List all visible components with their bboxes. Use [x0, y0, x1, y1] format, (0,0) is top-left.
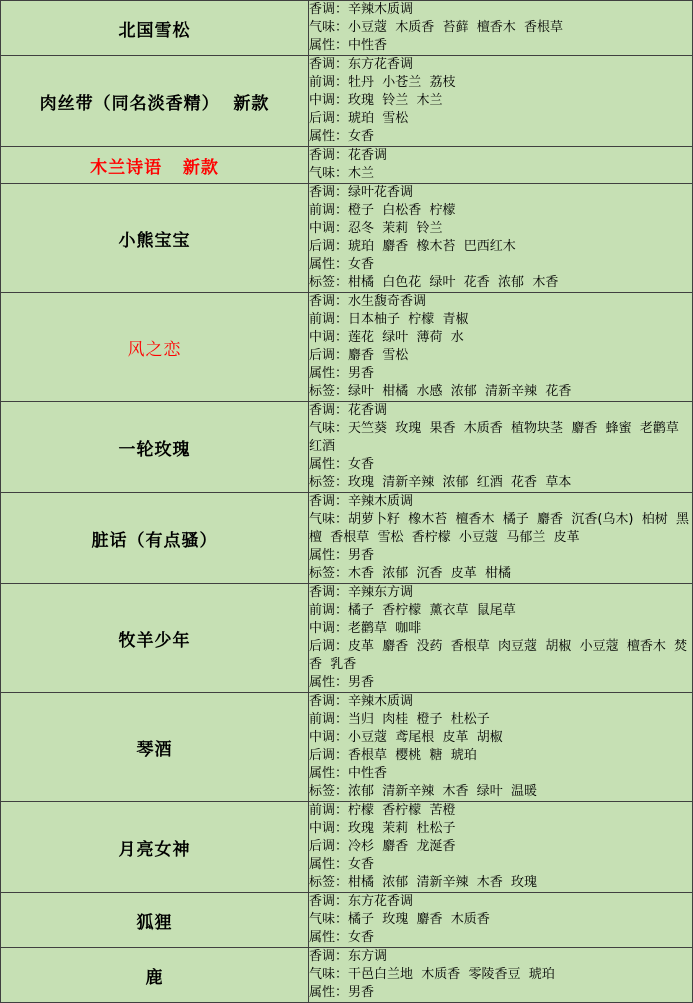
detail-line: 后调：琥珀 雪松: [309, 111, 409, 126]
table-row: [1, 147, 693, 184]
detail-line: 属性：女香: [309, 457, 375, 472]
detail-line: 香调：东方花香调: [309, 894, 414, 909]
table-row: [1, 893, 693, 948]
detail-line: 香调：辛辣东方调: [309, 585, 414, 600]
detail-line: 中调：小豆蔻 鸢尾根 皮革 胡椒: [309, 730, 503, 745]
perfume-details: [309, 147, 693, 184]
detail-line: 中调：老鹳草 咖啡: [309, 621, 422, 636]
perfume-name: 北国雪松: [1, 1, 309, 56]
perfume-name: 小熊宝宝: [1, 184, 309, 293]
table-row: [1, 693, 693, 802]
detail-line: 标签：柑橘 浓郁 清新辛辣 木香 玫瑰: [309, 875, 538, 890]
detail-line: 标签：浓郁 清新辛辣 木香 绿叶 温暖: [309, 784, 538, 799]
detail-line: 后调：冷杉 麝香 龙涎香: [309, 839, 456, 854]
detail-line: 标签：绿叶 柑橘 水感 浓郁 清新辛辣 花香: [309, 384, 572, 399]
perfume-name: 木兰诗语 新款: [1, 147, 309, 184]
table-row: [1, 56, 693, 147]
perfume-details: [309, 948, 693, 1003]
detail-line: 中调：玫瑰 铃兰 木兰: [309, 93, 443, 108]
detail-line: 中调：忍冬 茉莉 铃兰: [309, 221, 443, 236]
perfume-name: 肉丝带（同名淡香精） 新款: [1, 56, 309, 147]
table-row: [1, 184, 693, 293]
perfume-details: [309, 184, 693, 293]
detail-line: 后调：琥珀 麝香 橡木苔 巴西红木: [309, 239, 516, 254]
detail-line: 属性：中性香: [309, 38, 388, 53]
detail-line: 香调：绿叶花香调: [309, 185, 414, 200]
perfume-details: [309, 802, 693, 893]
perfume-details: [309, 56, 693, 147]
table-row: [1, 802, 693, 893]
detail-line: 香调：辛辣木质调: [309, 494, 414, 509]
detail-line: 属性：中性香: [309, 766, 388, 781]
detail-line: 前调：柠檬 香柠檬 苦橙: [309, 803, 456, 818]
detail-line: 属性：男香: [309, 548, 375, 563]
perfume-details: [309, 693, 693, 802]
perfume-name: 一轮玫瑰: [1, 402, 309, 493]
detail-line: 气味：天竺葵 玫瑰 果香 木质香 植物块茎 麝香 蜂蜜 老鹳草 红酒: [309, 421, 688, 454]
detail-line: 气味：小豆蔻 木质香 苔藓 檀香木 香根草: [309, 20, 564, 35]
detail-line: 属性：女香: [309, 129, 375, 144]
detail-line: 后调：香根草 樱桃 糖 琥珀: [309, 748, 477, 763]
detail-line: 后调：麝香 雪松: [309, 348, 409, 363]
detail-line: 香调：辛辣木质调: [309, 2, 414, 17]
perfume-details: [309, 584, 693, 693]
detail-line: 香调：花香调: [309, 403, 388, 418]
detail-line: 气味：橘子 玫瑰 麝香 木质香: [309, 912, 490, 927]
detail-line: 香调：花香调: [309, 148, 388, 163]
detail-line: 后调：皮革 麝香 没药 香根草 肉豆蔻 胡椒 小豆蔻 檀香木 焚香 乳香: [309, 639, 688, 672]
detail-line: 前调：牡丹 小苍兰 荔枝: [309, 75, 456, 90]
detail-line: 属性：男香: [309, 675, 375, 690]
table-row: [1, 493, 693, 584]
detail-line: 属性：男香: [309, 366, 375, 381]
detail-line: 中调：玫瑰 茉莉 杜松子: [309, 821, 456, 836]
perfume-name: 狐狸: [1, 893, 309, 948]
detail-line: 气味：干邑白兰地 木质香 零陵香豆 琥珀: [309, 967, 555, 982]
perfume-details: [309, 493, 693, 584]
table-row: [1, 1, 693, 56]
detail-line: 香调：东方调: [309, 949, 388, 964]
detail-line: 香调：水生馥奇香调: [309, 294, 427, 309]
perfume-details: [309, 1, 693, 56]
perfume-name: 月亮女神: [1, 802, 309, 893]
detail-line: 属性：男香: [309, 985, 375, 1000]
perfume-name: 牧羊少年: [1, 584, 309, 693]
perfume-name: 鹿: [1, 948, 309, 1003]
table-row: [1, 293, 693, 402]
detail-line: 属性：女香: [309, 257, 375, 272]
detail-line: 前调：橘子 香柠檬 薰衣草 鼠尾草: [309, 603, 516, 618]
detail-line: 标签：柑橘 白色花 绿叶 花香 浓郁 木香: [309, 275, 559, 290]
perfume-name: 琴酒: [1, 693, 309, 802]
detail-line: 属性：女香: [309, 857, 375, 872]
detail-line: 前调：日本柚子 柠檬 青椒: [309, 312, 469, 327]
table-row: [1, 584, 693, 693]
table-row: [1, 402, 693, 493]
detail-line: 前调：橙子 白松香 柠檬: [309, 203, 456, 218]
detail-line: 香调：辛辣木质调: [309, 694, 414, 709]
detail-line: 前调：当归 肉桂 橙子 杜松子: [309, 712, 490, 727]
table-body: [1, 1, 693, 1003]
detail-line: 属性：女香: [309, 930, 375, 945]
table-row: [1, 948, 693, 1003]
perfume-details: [309, 893, 693, 948]
detail-line: 气味：胡萝卜籽 橡木苔 檀香木 橘子 麝香 沉香(乌木) 柏树 黑檀 香根草 雪松 香柠檬 小豆蔻 马郁兰 皮革: [309, 512, 689, 545]
perfume-details: [309, 293, 693, 402]
perfume-details: [309, 402, 693, 493]
detail-line: 中调：莲花 绿叶 薄荷 水: [309, 330, 464, 345]
detail-line: 气味：木兰: [309, 166, 375, 181]
detail-line: 标签：玫瑰 清新辛辣 浓郁 红酒 花香 草本: [309, 475, 572, 490]
perfume-name: 脏话（有点骚）: [1, 493, 309, 584]
perfume-name: 风之恋: [1, 293, 309, 402]
detail-line: 香调：东方花香调: [309, 57, 414, 72]
detail-line: 标签：木香 浓郁 沉香 皮革 柑橘: [309, 566, 512, 581]
